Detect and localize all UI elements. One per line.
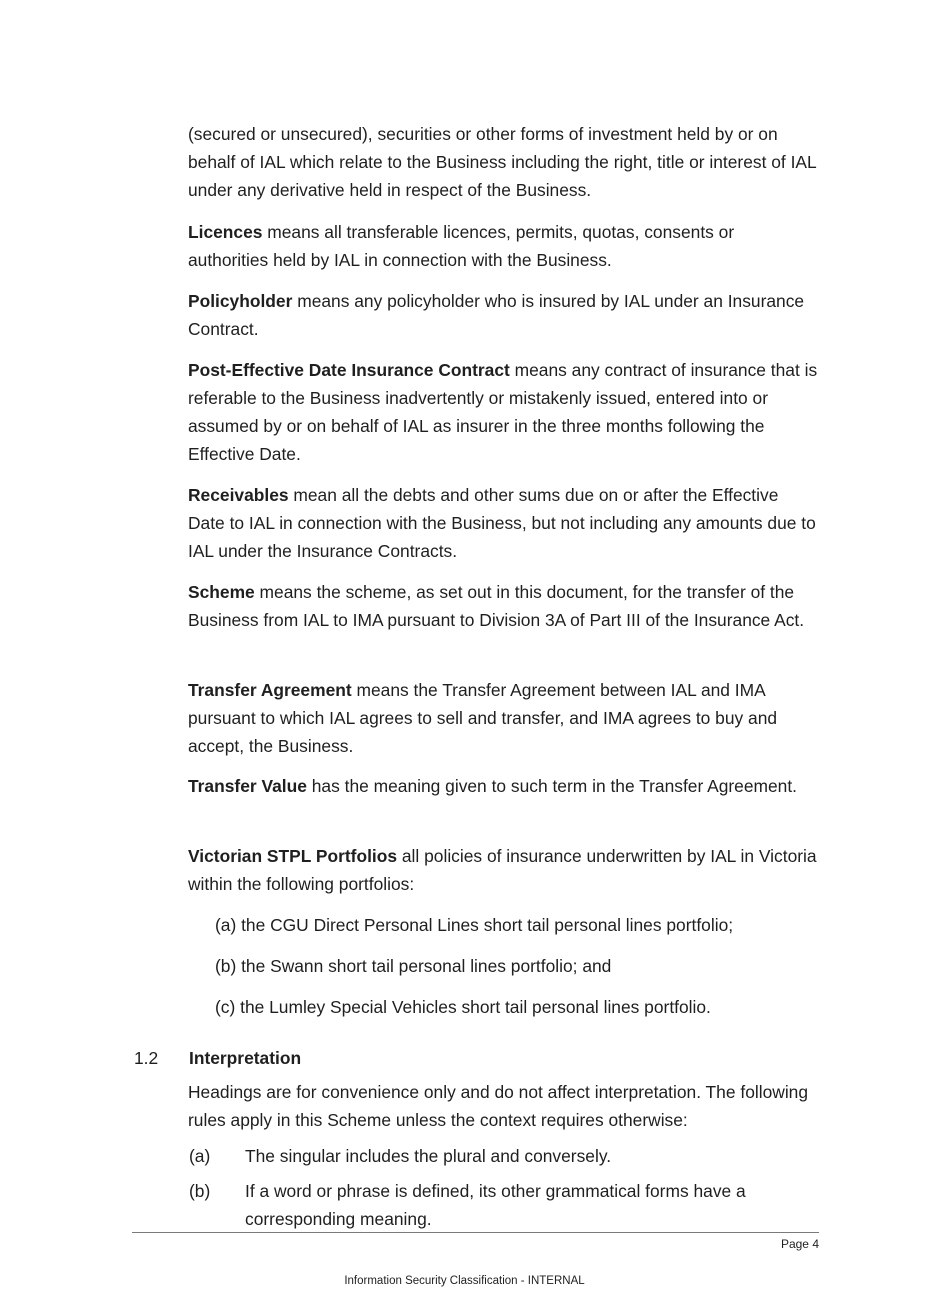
footer-divider — [132, 1232, 819, 1233]
rule-text: If a word or phrase is defined, its other grammatical forms have a corresponding meaning. — [245, 1181, 746, 1229]
definition-text: means the scheme, as set out in this document, for the transfer of the Business from IAL to IMA pursuant to Division 3A of Part III of the Insurance Act. — [188, 582, 805, 630]
page-number: Page 4 — [780, 1237, 819, 1251]
portfolio-item: (c) the Lumley Special Vehicles short tail personal lines portfolio. — [215, 997, 711, 1017]
definition-text: has the meaning given to such term in the Transfer Agreement. — [306, 776, 798, 796]
rule-label: (b) — [189, 1181, 211, 1201]
definition-text: mean all the debts and other sums due on or after the Effective Date to IAL in connection with the Business, but not including any amounts due to IAL under the Insurance Contracts. — [188, 485, 816, 561]
definition-transfer-value — [188, 772, 818, 800]
definition-text: (secured or unsecured), securities or other forms of investment held by or on behalf of IAL which relate to the Business including the right, title or interest of IAL under any derivative held in respect of the Business. — [188, 124, 817, 200]
definition-term: Transfer Agreement — [188, 680, 352, 700]
definition-text: means any policyholder who is insured by IAL under an Insurance Contract. — [188, 291, 805, 339]
section-intro: Headings are for convenience only and do not affect interpretation. The following rules apply in this Scheme unless the context requires otherwise: — [188, 1082, 809, 1130]
definition-term: Victorian STPL Portfolios — [188, 846, 398, 866]
definition-post-effective-date-insurance-contract — [188, 356, 818, 468]
portfolio-item: (b) the Swann short tail personal lines portfolio; and — [215, 956, 612, 976]
definition-continuation — [188, 120, 818, 204]
definition-policyholder — [188, 287, 818, 343]
definition-transfer-agreement — [188, 676, 818, 760]
definition-victorian-stpl-portfolios — [188, 842, 818, 898]
definition-text: all policies of insurance underwritten by IAL in Victoria within the following portfolios: — [188, 846, 817, 894]
definition-term: Receivables — [188, 485, 289, 505]
definition-term: Transfer Value — [188, 776, 307, 796]
definition-scheme — [188, 578, 818, 634]
rule-text: The singular includes the plural and conversely. — [245, 1146, 612, 1166]
portfolio-item: (a) the CGU Direct Personal Lines short tail personal lines portfolio; — [215, 915, 734, 935]
rule-label: (a) — [189, 1146, 211, 1166]
security-classification: Information Security Classification - INTERNAL — [344, 1275, 585, 1287]
definition-term: Policyholder — [188, 291, 293, 311]
definition-term: Licences — [188, 222, 263, 242]
definition-text: means the Transfer Agreement between IAL and IMA pursuant to which IAL agrees to sell and transfer, and IMA agrees to buy and accept, the Business. — [188, 680, 778, 756]
section-title: Interpretation — [189, 1048, 302, 1068]
definition-term: Scheme — [188, 582, 255, 602]
definition-text: means any contract of insurance that is referable to the Business inadvertently or mistakenly issued, entered into or assumed by or on behalf of IAL as insurer in the three months following the Effective Date. — [188, 360, 818, 464]
section-number: 1.2 — [134, 1048, 159, 1068]
definition-text: means all transferable licences, permits, quotas, consents or authorities held by IAL in connection with the Business. — [188, 222, 735, 270]
definition-receivables — [188, 481, 818, 565]
definition-term: Post-Effective Date Insurance Contract — [188, 360, 510, 380]
definition-licences — [188, 218, 818, 274]
